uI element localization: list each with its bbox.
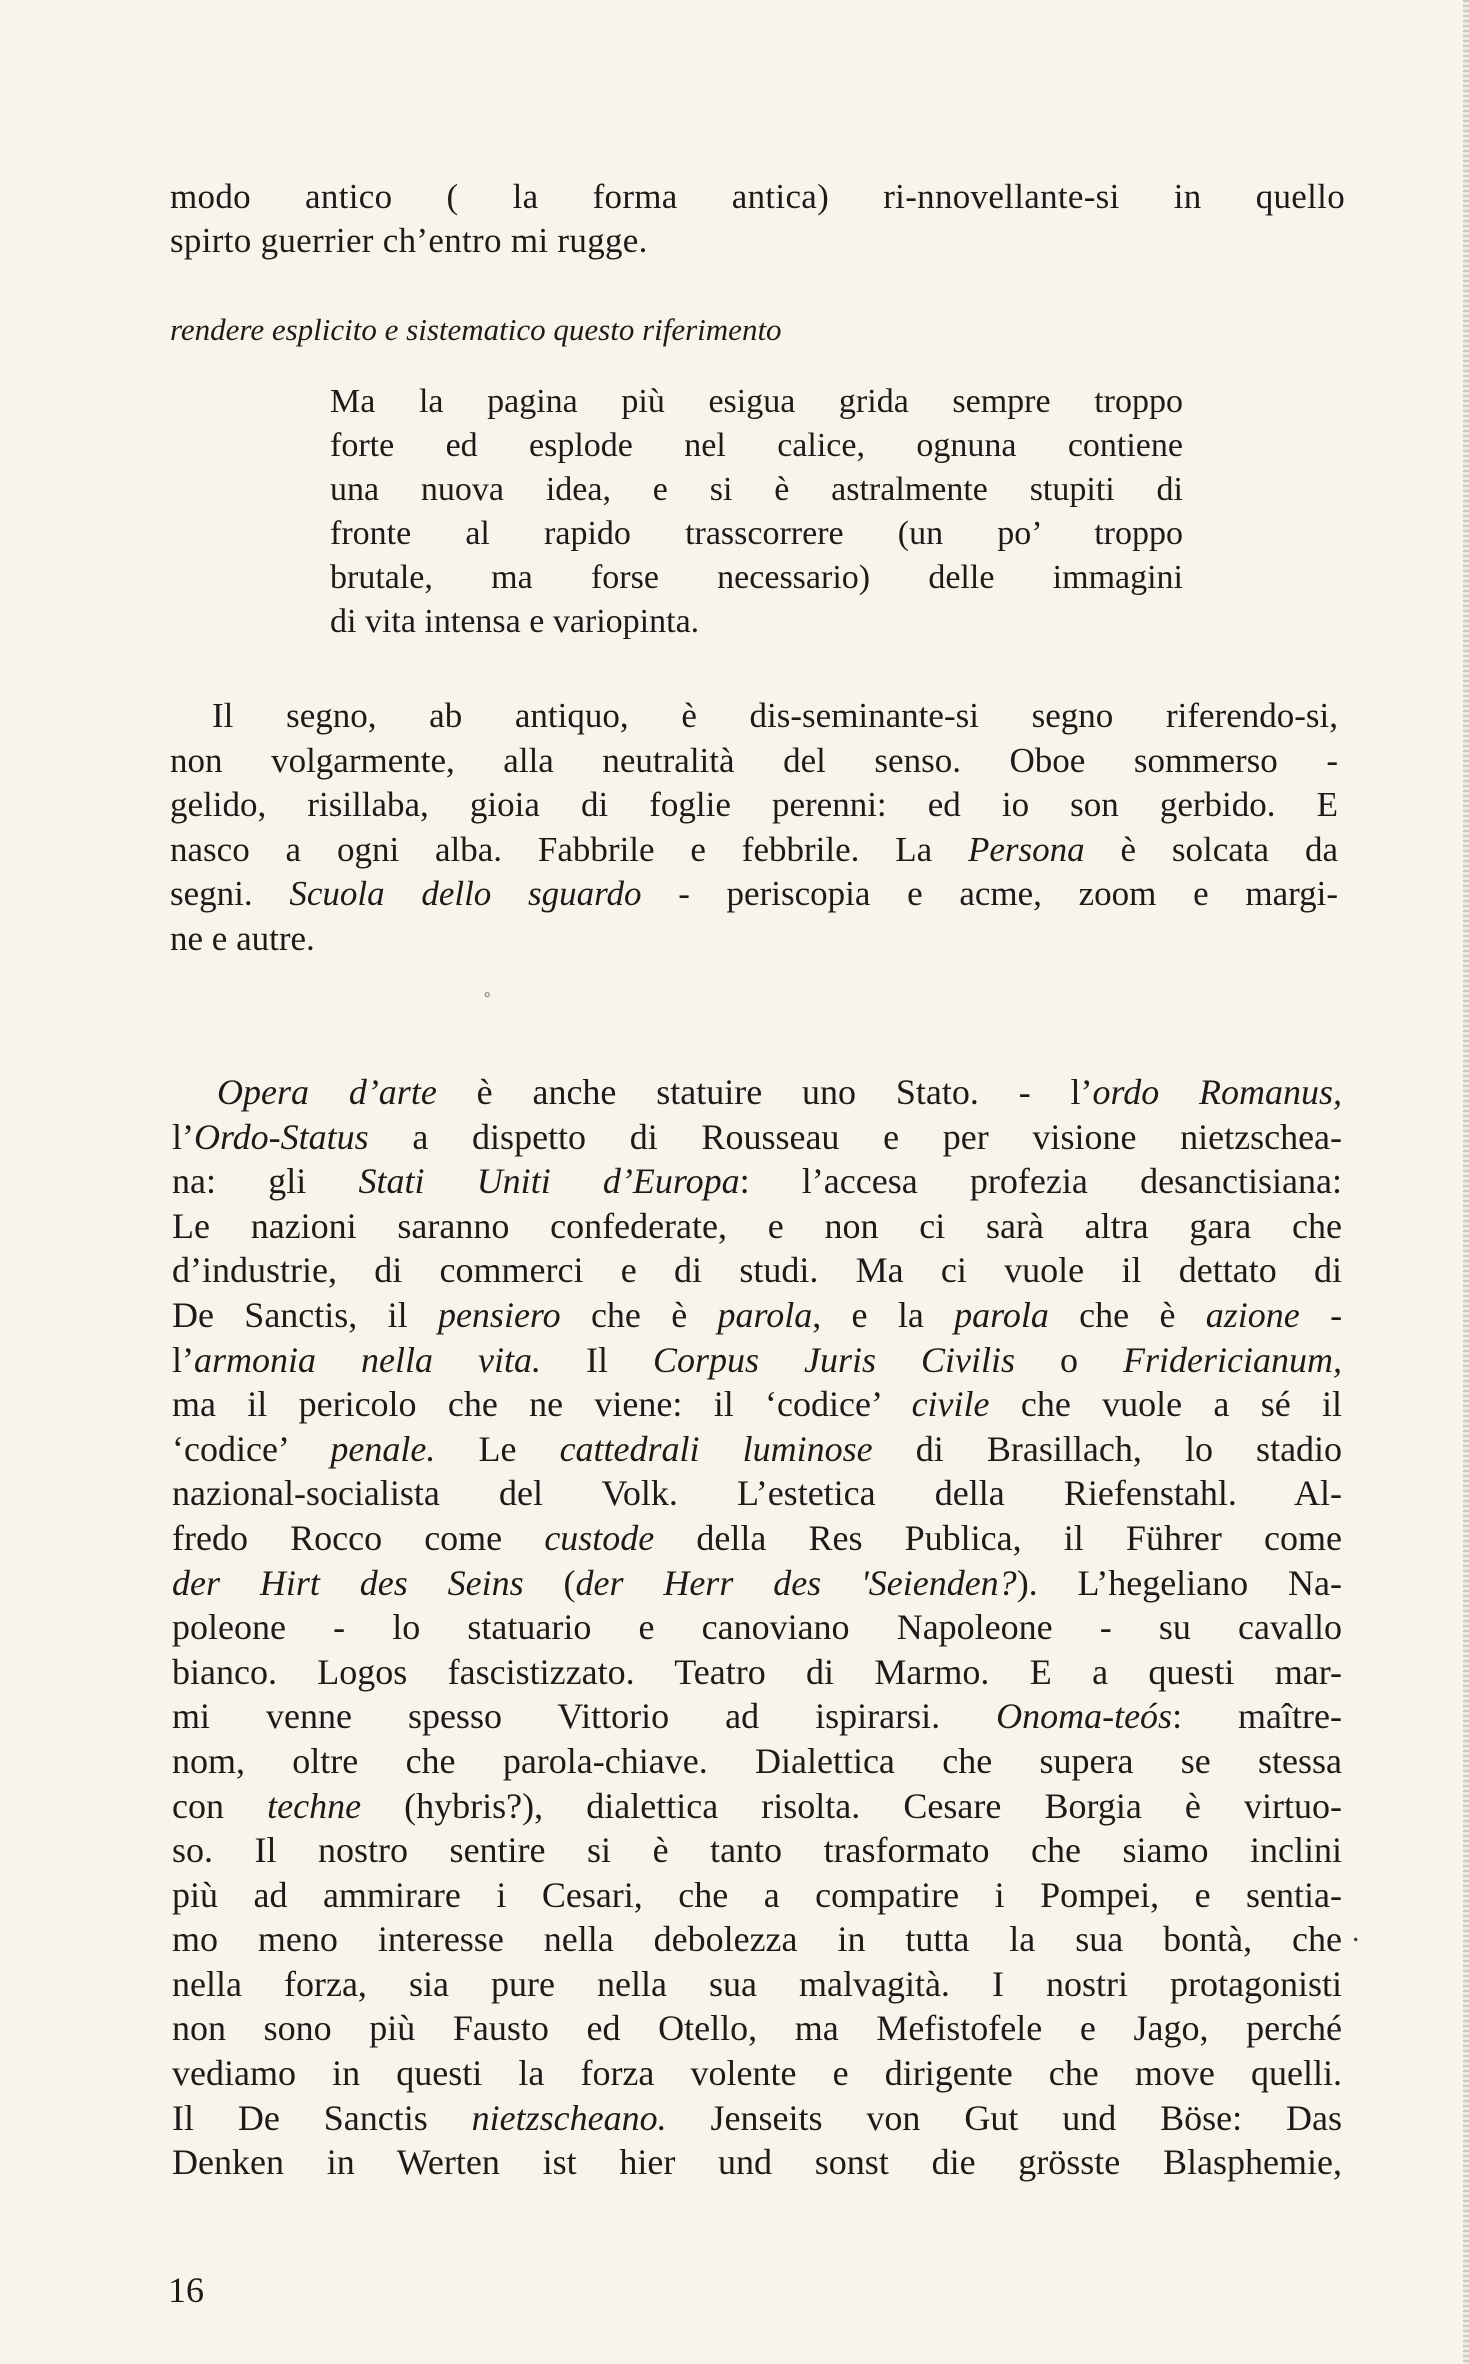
italic-run: nietzscheano. <box>471 2097 667 2138</box>
text-run: - <box>1330 1294 1343 1335</box>
paragraph-3-line <box>172 1561 1342 1606</box>
paragraph-3-line: mo meno interesse nella debolezza in tutta la sua bontà, che <box>172 1919 1342 1960</box>
quote-line: Ma la pagina più esigua grida sempre troppo <box>330 383 1183 420</box>
italic-run: penale. <box>330 1428 436 1469</box>
paragraph-3-line <box>172 2096 1342 2141</box>
italic-run: cattedrali luminose <box>559 1428 873 1469</box>
paragraph-2-line: non volgarmente, alla neutralità del senso. Oboe sommerso - <box>170 740 1338 780</box>
text-run: Le <box>478 1428 517 1469</box>
paragraph-3-line <box>172 1115 1342 1160</box>
paragraph-3-line: Le nazioni saranno confederate, e non ci sarà altra gara che <box>172 1205 1342 1246</box>
text-run: Il De Sanctis <box>172 2097 428 2138</box>
paragraph-3-line: d’industrie, di commerci e di studi. Ma ci vuole il dettato di <box>172 1250 1342 1291</box>
italic-run: armonia nella vita. <box>194 1339 541 1380</box>
text-run: fredo Rocco come <box>172 1517 503 1558</box>
italic-run: azione <box>1205 1294 1300 1335</box>
text-run: (hybris?), dialettica risolta. Cesare Borgia è virtuo- <box>404 1785 1342 1826</box>
quote-line: una nuova idea, e si è astralmente stupiti di <box>330 471 1183 508</box>
paragraph-2-line <box>170 872 1338 917</box>
paragraph-3-line <box>172 1382 1342 1427</box>
text-run: na: gli <box>172 1161 307 1202</box>
quote-line: fronte al rapido trasscorrere (un po’ troppo <box>330 515 1183 552</box>
text-run: Jenseits von Gut und Böse: Das <box>710 2097 1343 2138</box>
scan-edge <box>1463 0 1469 2364</box>
text-run: : l’accesa profezia desanctisiana: <box>739 1161 1342 1202</box>
quote-line: forte ed esplode nel calice, ognuna contiene <box>330 427 1183 464</box>
text-run: con <box>172 1785 224 1826</box>
quote-line: brutale, ma forse necessario) delle immagini <box>330 559 1183 596</box>
paragraph-3-line: poleone - lo statuario e canoviano Napoleone - su cavallo <box>172 1607 1342 1648</box>
block-quote <box>330 380 1183 644</box>
paragraph-3-line: più ad ammirare i Cesari, che a compatire i Pompei, e sentia- <box>172 1874 1342 1915</box>
paragraph-3 <box>172 1070 1342 2185</box>
paragraph-3-line <box>172 1516 1342 1561</box>
paragraph-2-line: gelido, risillaba, gioia di foglie perenni: ed io son gerbido. E <box>170 785 1338 824</box>
paragraph-3-line <box>172 1694 1342 1739</box>
italic-run: Scuola dello sguardo <box>289 874 642 913</box>
text-run: ( <box>563 1562 576 1603</box>
paragraph-3-line <box>172 1159 1342 1204</box>
paragraph-1-line: spirto guerrier ch’entro mi rugge. <box>170 220 648 260</box>
italic-run: ordo Romanus, <box>1092 1072 1343 1112</box>
paragraph-3-line: vediamo in questi la forza volente e dirigente che move quelli. <box>172 2053 1342 2094</box>
paragraph-3-line: bianco. Logos fascistizzato. Teatro di Marmo. E a questi mar- <box>172 1651 1342 1692</box>
italic-run: Fridericianum, <box>1123 1339 1343 1380</box>
paragraph-1-line: modo antico ( la forma antica) ri-nnovellante-si in quello <box>170 177 1345 216</box>
text-run: , e la <box>812 1294 924 1335</box>
paragraph-2-line: ne e autre. <box>170 918 315 958</box>
text-run: ). L’hegeliano Na- <box>1016 1562 1342 1603</box>
paragraph-3-line: so. Il nostro sentire si è tanto trasformato che siamo inclini <box>172 1830 1342 1871</box>
italic-run: der Herr des 'Seienden? <box>575 1562 1017 1603</box>
italic-run: custode <box>544 1517 655 1558</box>
paragraph-3-line: nella forza, sia pure nella sua malvagità. I nostri protagonisti <box>172 1963 1342 2004</box>
text-run: che è <box>1079 1294 1176 1335</box>
paragraph-2 <box>170 694 1339 961</box>
paragraph-3-line <box>172 1784 1342 1829</box>
text-run: : maître- <box>1172 1696 1342 1737</box>
paragraph-2-line: Il segno, ab antiquo, è dis-seminante-si segno riferendo-si, <box>212 696 1338 735</box>
text-run: che è <box>590 1294 688 1335</box>
paragraph-1 <box>170 175 1345 262</box>
italic-run: techne <box>267 1785 362 1826</box>
paragraph-3-line <box>172 1427 1342 1472</box>
italic-run: civile <box>911 1384 990 1425</box>
paragraph-3-line <box>172 1070 1342 1115</box>
text-run: Il <box>585 1339 608 1380</box>
text-run: è anche statuire uno Stato. - l’ <box>476 1072 1093 1112</box>
text-run: segni. <box>170 874 253 913</box>
text-run: mi venne spesso Vittorio ad ispirarsi. <box>172 1696 941 1737</box>
italic-run: Ordo-Status <box>194 1116 369 1157</box>
text-run: a dispetto di Rousseau e per visione nietzschea- <box>412 1116 1343 1157</box>
paragraph-3-line <box>172 1293 1342 1338</box>
text-run: ma il pericolo che ne viene: il ‘codice’ <box>172 1384 881 1425</box>
text-run: l’ <box>172 1116 194 1157</box>
paragraph-2-line <box>170 828 1338 873</box>
text-run: - periscopia e acme, zoom e margi- <box>678 874 1339 913</box>
paragraph-3-line: non sono più Fausto ed Otello, ma Mefistofele e Jago, perché <box>172 2008 1342 2049</box>
text-run: De Sanctis, il <box>172 1294 408 1335</box>
text-run: o <box>1060 1339 1079 1380</box>
italic-run: Persona <box>968 829 1085 869</box>
italic-run: Onoma-teós <box>996 1696 1173 1737</box>
italic-run: parola <box>717 1294 813 1335</box>
quote-line: di vita intensa e variopinta. <box>330 603 700 640</box>
italic-run: parola <box>954 1294 1049 1335</box>
text-run: della Res Publica, il Führer come <box>696 1517 1342 1558</box>
text-run: che vuole a sé il <box>1020 1384 1342 1425</box>
paragraph-3-line <box>172 1338 1342 1383</box>
italic-run: pensiero <box>437 1294 561 1335</box>
divider-mark: ° <box>484 990 491 1007</box>
page-number: 16 <box>168 2270 204 2310</box>
text-run: nasco a ogni alba. Fabbrile e febbrile. La <box>170 829 933 869</box>
text-run: l’ <box>172 1339 194 1380</box>
text-run: è solcata da <box>1120 829 1338 869</box>
text-run: di Brasillach, lo stadio <box>915 1428 1343 1469</box>
paragraph-3-line: nom, oltre che parola-chiave. Dialettica che supera se stessa <box>172 1740 1342 1781</box>
paragraph-3-line: Denken in Werten ist hier und sonst die grösste Blasphemie, <box>172 2142 1342 2183</box>
section-heading: rendere esplicito e sistematico questo riferimento <box>170 312 782 347</box>
stray-dot: . <box>1352 1915 1360 1948</box>
italic-run: der Hirt des Seins <box>172 1562 524 1603</box>
italic-run: Stati Uniti d’Europa <box>358 1161 740 1202</box>
italic-run: Opera d’arte <box>217 1072 437 1112</box>
text-run: ‘codice’ <box>172 1428 288 1469</box>
paragraph-3-line: nazional-socialista del Volk. L’estetica della Riefenstahl. Al- <box>172 1473 1342 1514</box>
italic-run: Corpus Juris Civilis <box>652 1339 1016 1380</box>
